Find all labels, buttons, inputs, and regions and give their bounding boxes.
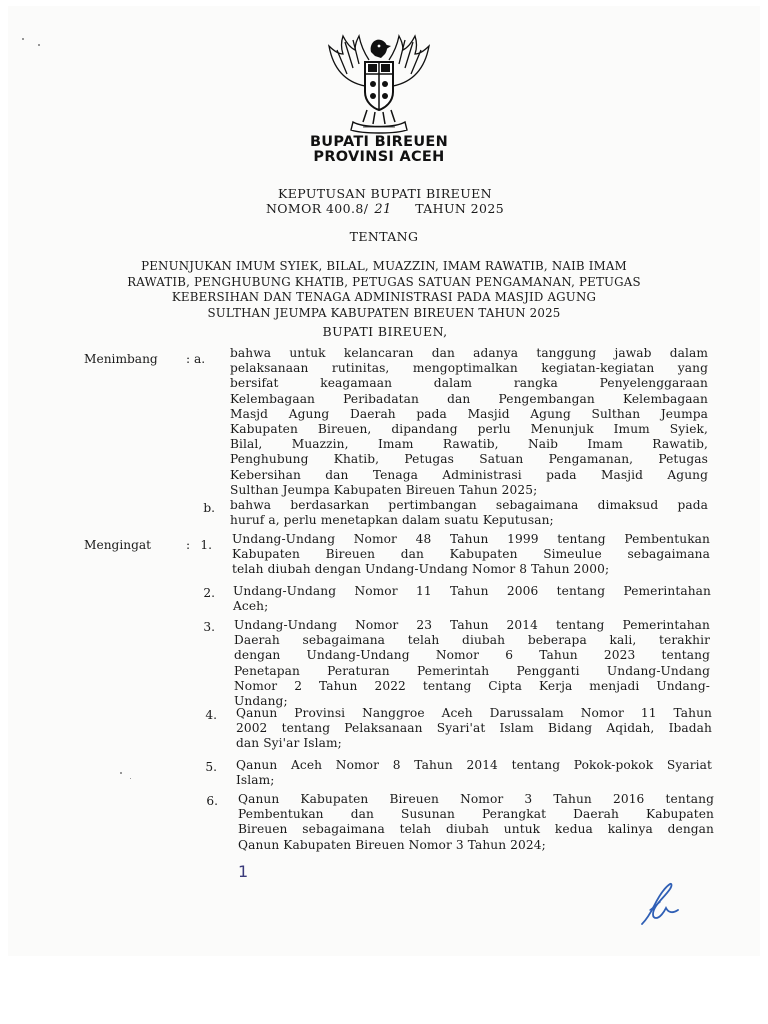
decree-number-prefix: NOMOR 400.8/ xyxy=(265,201,369,216)
subject-line: RAWATIB, PENGHUBUNG KHATIB, PETUGAS SATUAN PENGAMANAN, PETUGAS xyxy=(127,274,641,289)
mengingat-item-6-marker: 6. xyxy=(206,794,218,808)
text-line: Qanun Kabupaten Bireuen Nomor 3 Tahun 2024; xyxy=(238,837,546,852)
text-line: Qanun Provinsi Nanggroe Aceh Darussalam Nomor 11 Tahun xyxy=(236,706,712,720)
text-line: Undang; xyxy=(234,694,288,709)
subject-line: PENUNJUKAN IMUM SYIEK, BILAL, MUAZZIN, IMAM RAWATIB, NAIB IMAM xyxy=(141,259,627,273)
text-line: pelaksanaan rutinitas, mengoptimalkan kegiatan-kegiatan yang xyxy=(230,361,708,376)
paraf-signature-icon xyxy=(636,880,684,928)
text-line: Qanun Aceh Nomor 8 Tahun 2014 tentang Pokok-pokok Syariat xyxy=(236,758,712,772)
menimbang-item-b xyxy=(230,498,708,528)
text-line: 2002 tentang Pelaksanaan Syari'at Islam Bidang Aqidah, Ibadah xyxy=(236,721,712,736)
subject-line: SULTHAN JEUMPA KABUPATEN BIREUEN TAHUN 2025 xyxy=(207,305,561,320)
text-line: Penghubung Khatib, Petugas Satuan Pengamanan, Petugas xyxy=(230,452,708,467)
menimbang-label: Menimbang xyxy=(84,352,158,366)
text-line: Undang-Undang Nomor 23 Tahun 2014 tentang Pemerintahan xyxy=(234,618,710,632)
menimbang-item-a xyxy=(230,346,708,498)
text-line: Kebersihan dan Tenaga Administrasi pada Masjid Agung xyxy=(230,467,708,482)
text-line: Undang-Undang Nomor 48 Tahun 1999 tentang Pembentukan xyxy=(232,532,710,546)
scan-speck xyxy=(120,772,122,774)
text-line: Undang-Undang Nomor 11 Tahun 2006 tentang Pemerintahan xyxy=(233,584,711,598)
text-line: dan Syi'ar Islam; xyxy=(236,736,342,751)
text-line: Kabupaten Bireuen dan Kabupaten Simeulue sebagaimana xyxy=(232,547,710,562)
text-line: Aceh; xyxy=(233,599,269,614)
mengingat-item-4-marker: 4. xyxy=(205,708,217,722)
mengingat-item-3 xyxy=(234,618,710,709)
decree-title: KEPUTUSAN BUPATI BIREUEN xyxy=(278,186,492,201)
mengingat-label: Mengingat xyxy=(84,538,152,552)
text-line: Bilal, Muazzin, Imam Rawatib, Naib Imam Rawatib, xyxy=(230,437,708,452)
mengingat-item-5-marker: 5. xyxy=(205,760,217,774)
decree-about: TENTANG xyxy=(349,229,419,244)
subject-line: KEBERSIHAN DAN TENAGA ADMINISTRASI PADA MASJID AGUNG xyxy=(171,290,597,304)
mengingat-item-6 xyxy=(238,792,714,853)
text-line: Bireuen sebagaimana telah diubah untuk kedua kalinya dengan xyxy=(238,822,714,837)
text-line: telah diubah dengan Undang-Undang Nomor 8 Tahun 2000; xyxy=(232,562,610,577)
mengingat-item-4 xyxy=(236,706,712,752)
mengingat-item-2-marker: 2. xyxy=(203,586,215,600)
text-line: bahwa untuk kelancaran dan adanya tanggung jawab dalam xyxy=(230,346,708,360)
text-line: Masjd Agung Daerah pada Masjid Agung Sulthan Jeumpa xyxy=(230,406,708,421)
menimbang-colon: : xyxy=(186,352,191,366)
garuda-emblem-icon xyxy=(323,28,435,136)
text-line: Nomor 2 Tahun 2022 tentang Cipta Kerja menjadi Undang- xyxy=(234,678,710,693)
text-line: bersifat keagamaan dalam rangka Penyelenggaraan xyxy=(230,376,708,391)
decree-subject xyxy=(84,259,684,321)
mengingat-item-5 xyxy=(236,758,712,788)
text-line: Daerah sebagaimana telah diubah beberapa kali, terakhir xyxy=(234,633,710,648)
menimbang-item-b-marker: b. xyxy=(203,501,215,515)
province-name: PROVINSI ACEH xyxy=(313,149,445,165)
text-line: huruf a, perlu menetapkan dalam suatu Keputusan; xyxy=(230,513,554,528)
text-line: bahwa berdasarkan pertimbangan sebagaimana dimaksud pada xyxy=(230,498,708,512)
handwritten-mark: 1 xyxy=(238,862,249,881)
mengingat-item-1-marker: 1. xyxy=(200,538,212,552)
scan-speck xyxy=(22,38,24,40)
menimbang-item-a-marker: : a. xyxy=(186,352,206,366)
text-line: dengan Undang-Undang Nomor 6 Tahun 2023 tentang xyxy=(234,648,710,663)
institution-name: BUPATI BIREUEN xyxy=(309,134,449,150)
text-line: Qanun Kabupaten Bireuen Nomor 3 Tahun 2016 tentang xyxy=(238,792,714,806)
mengingat-item-3-marker: 3. xyxy=(203,620,215,634)
text-line: Kabupaten Bireuen, dipandang perlu Menunjuk Imum Syiek, xyxy=(230,422,708,437)
mengingat-colon: : xyxy=(186,538,191,552)
scan-speck xyxy=(130,778,131,779)
text-line: Penetapan Peraturan Pemerintah Pengganti Undang-Undang xyxy=(234,663,710,678)
mengingat-item-1 xyxy=(232,532,710,578)
text-line: Kelembagaan Peribadatan dan Pengembangan Kelembagaan xyxy=(230,391,708,406)
decree-number-handwritten: 21 xyxy=(374,202,392,217)
text-line: Sulthan Jeumpa Kabupaten Bireuen Tahun 2025; xyxy=(230,482,538,497)
mengingat-item-2 xyxy=(233,584,711,614)
decree-authority: BUPATI BIREUEN, xyxy=(322,324,448,339)
text-line: Pembentukan dan Susunan Perangkat Daerah Kabupaten xyxy=(238,807,714,822)
text-line: Islam; xyxy=(236,773,275,788)
decree-year: TAHUN 2025 xyxy=(415,201,505,216)
decree-number-line xyxy=(230,201,540,218)
scan-speck xyxy=(38,44,40,46)
